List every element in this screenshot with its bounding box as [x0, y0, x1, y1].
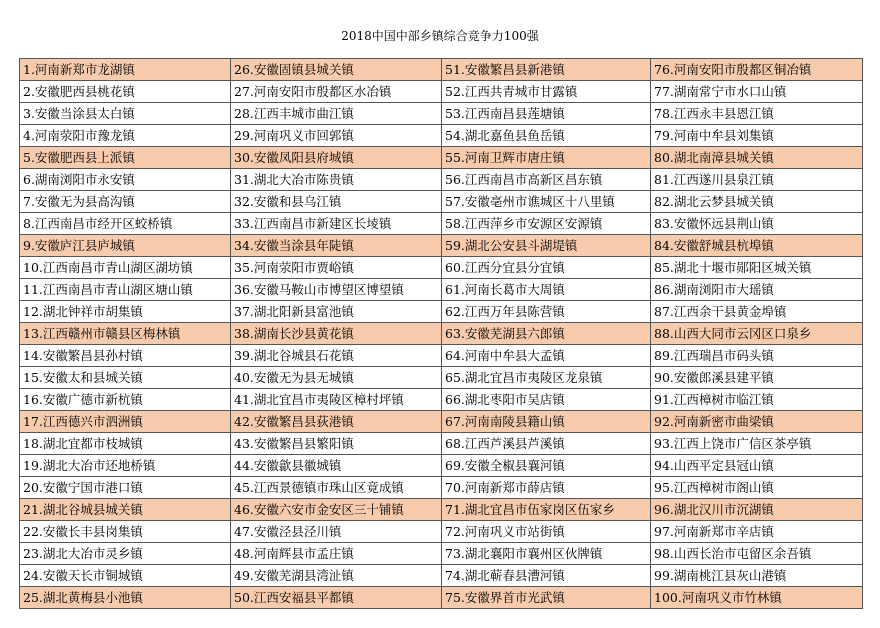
table-cell[interactable]: 67.河南南陵县籍山镇	[442, 411, 651, 433]
table-cell[interactable]: 62.江西万年县陈营镇	[442, 301, 651, 323]
table-cell[interactable]: 21.湖北谷城县城关镇	[20, 499, 231, 521]
table-row	[20, 301, 863, 323]
table-cell[interactable]: 66.湖北枣阳市吴店镇	[442, 389, 651, 411]
table-cell[interactable]: 23.湖北大冶市灵乡镇	[20, 543, 231, 565]
table-row	[20, 389, 863, 411]
table-row	[20, 455, 863, 477]
table-row	[20, 565, 863, 587]
table-row	[20, 521, 863, 543]
table-cell[interactable]: 8.江西南昌市经开区蛟桥镇	[20, 213, 231, 235]
table-cell[interactable]: 7.安徽无为县高沟镇	[20, 191, 231, 213]
table-cell[interactable]: 2.安徽肥西县桃花镇	[20, 81, 231, 103]
table-cell[interactable]: 85.湖北十堰市郧阳区城关镇	[651, 257, 863, 279]
table-row	[20, 477, 863, 499]
table-cell[interactable]: 41.湖北宜昌市夷陵区樟村坪镇	[231, 389, 442, 411]
table-cell[interactable]: 12.湖北钟祥市胡集镇	[20, 301, 231, 323]
table-cell[interactable]: 45.江西景德镇市珠山区竟成镇	[231, 477, 442, 499]
table-cell[interactable]: 17.江西德兴市泗洲镇	[20, 411, 231, 433]
table-cell[interactable]: 42.安徽繁昌县荻港镇	[231, 411, 442, 433]
table-cell[interactable]: 98.山西长治市屯留区余吾镇	[651, 543, 863, 565]
table-cell[interactable]: 94.山西平定县冠山镇	[651, 455, 863, 477]
table-cell[interactable]: 77.湖南常宁市水口山镇	[651, 81, 863, 103]
table-cell[interactable]: 47.安徽泾县泾川镇	[231, 521, 442, 543]
table-cell[interactable]: 79.河南中牟县刘集镇	[651, 125, 863, 147]
table-cell[interactable]: 48.河南辉县市孟庄镇	[231, 543, 442, 565]
table-cell[interactable]: 92.河南新密市曲梁镇	[651, 411, 863, 433]
table-row	[20, 147, 863, 169]
table-row	[20, 125, 863, 147]
table-cell[interactable]: 57.安徽亳州市谯城区十八里镇	[442, 191, 651, 213]
table-cell[interactable]: 22.安徽长丰县岗集镇	[20, 521, 231, 543]
table-cell[interactable]: 30.安徽凤阳县府城镇	[231, 147, 442, 169]
table-cell[interactable]: 40.安徽无为县无城镇	[231, 367, 442, 389]
table-cell[interactable]: 14.安徽繁昌县孙村镇	[20, 345, 231, 367]
ranking-table	[19, 58, 863, 609]
table-cell[interactable]: 13.江西赣州市赣县区梅林镇	[20, 323, 231, 345]
table-cell[interactable]: 72.河南巩义市站街镇	[442, 521, 651, 543]
table-cell[interactable]: 5.安徽肥西县上派镇	[20, 147, 231, 169]
table-cell[interactable]: 68.江西芦溪县芦溪镇	[442, 433, 651, 455]
table-cell[interactable]: 29.河南巩义市回郭镇	[231, 125, 442, 147]
table-cell[interactable]: 25.湖北黄梅县小池镇	[20, 587, 231, 609]
table-cell[interactable]: 26.安徽固镇县城关镇	[231, 59, 442, 81]
table-cell[interactable]: 20.安徽宁国市港口镇	[20, 477, 231, 499]
table-row	[20, 103, 863, 125]
table-cell[interactable]: 99.湖南桃江县灰山港镇	[651, 565, 863, 587]
table-cell[interactable]: 32.安徽和县乌江镇	[231, 191, 442, 213]
table-cell[interactable]: 89.江西瑞昌市码头镇	[651, 345, 863, 367]
table-cell[interactable]: 44.安徽歙县徽城镇	[231, 455, 442, 477]
table-cell[interactable]: 52.江西共青城市甘露镇	[442, 81, 651, 103]
table-cell[interactable]: 58.江西萍乡市安源区安源镇	[442, 213, 651, 235]
table-cell[interactable]: 59.湖北公安县斗湖堤镇	[442, 235, 651, 257]
table-cell[interactable]: 64.河南中牟县大孟镇	[442, 345, 651, 367]
table-cell[interactable]: 43.安徽繁昌县繁阳镇	[231, 433, 442, 455]
table-cell[interactable]: 3.安徽当涂县太白镇	[20, 103, 231, 125]
table-cell[interactable]: 10.江西南昌市青山湖区湖坊镇	[20, 257, 231, 279]
table-row	[20, 499, 863, 521]
table-cell[interactable]: 31.湖北大冶市陈贵镇	[231, 169, 442, 191]
table-cell[interactable]: 50.江西安福县平都镇	[231, 587, 442, 609]
table-cell[interactable]: 71.湖北宜昌市伍家岗区伍家乡	[442, 499, 651, 521]
table-cell[interactable]: 86.湖南浏阳市大瑶镇	[651, 279, 863, 301]
table-cell[interactable]: 90.安徽郎溪县建平镇	[651, 367, 863, 389]
table-cell[interactable]: 16.安徽广德市新杭镇	[20, 389, 231, 411]
table-row	[20, 587, 863, 609]
table-cell[interactable]: 35.河南荥阳市贾峪镇	[231, 257, 442, 279]
table-row	[20, 191, 863, 213]
table-cell[interactable]: 36.安徽马鞍山市博望区博望镇	[231, 279, 442, 301]
table-cell[interactable]: 87.江西余干县黄金埠镇	[651, 301, 863, 323]
table-cell[interactable]: 65.湖北宜昌市夷陵区龙泉镇	[442, 367, 651, 389]
table-cell[interactable]: 97.河南新郑市辛店镇	[651, 521, 863, 543]
table-cell[interactable]: 75.安徽界首市光武镇	[442, 587, 651, 609]
table-cell[interactable]: 76.河南安阳市殷都区铜冶镇	[651, 59, 863, 81]
table-row	[20, 59, 863, 81]
table-cell[interactable]: 9.安徽庐江县庐城镇	[20, 235, 231, 257]
table-cell[interactable]: 88.山西大同市云冈区口泉乡	[651, 323, 863, 345]
table-cell[interactable]: 95.江西樟树市阁山镇	[651, 477, 863, 499]
table-cell[interactable]: 19.湖北大冶市还地桥镇	[20, 455, 231, 477]
table-cell[interactable]: 70.河南新郑市薛店镇	[442, 477, 651, 499]
table-cell[interactable]: 73.湖北襄阳市襄州区伙牌镇	[442, 543, 651, 565]
table-cell[interactable]: 38.湖南长沙县黄花镇	[231, 323, 442, 345]
table-row	[20, 543, 863, 565]
table-cell[interactable]: 24.安徽天长市铜城镇	[20, 565, 231, 587]
table-cell[interactable]: 91.江西樟树市临江镇	[651, 389, 863, 411]
table-cell[interactable]: 49.安徽芜湖县湾沚镇	[231, 565, 442, 587]
table-row	[20, 323, 863, 345]
table-cell[interactable]: 61.河南长葛市大周镇	[442, 279, 651, 301]
table-cell[interactable]: 69.安徽全椒县襄河镇	[442, 455, 651, 477]
table-cell[interactable]: 39.湖北谷城县石花镇	[231, 345, 442, 367]
table-cell[interactable]: 15.安徽太和县城关镇	[20, 367, 231, 389]
table-cell[interactable]: 82.湖北云梦县城关镇	[651, 191, 863, 213]
table-cell[interactable]: 18.湖北宜都市枝城镇	[20, 433, 231, 455]
table-cell[interactable]: 84.安徽舒城县杭埠镇	[651, 235, 863, 257]
table-cell[interactable]: 83.安徽怀远县荆山镇	[651, 213, 863, 235]
table-cell[interactable]: 37.湖北阳新县富池镇	[231, 301, 442, 323]
table-cell[interactable]: 55.河南卫辉市唐庄镇	[442, 147, 651, 169]
table-cell[interactable]: 4.河南荥阳市豫龙镇	[20, 125, 231, 147]
table-row	[20, 279, 863, 301]
table-cell[interactable]: 34.安徽当涂县年陡镇	[231, 235, 442, 257]
table-cell[interactable]: 33.江西南昌市新建区长堎镇	[231, 213, 442, 235]
table-row	[20, 257, 863, 279]
table-cell[interactable]: 60.江西分宜县分宜镇	[442, 257, 651, 279]
table-row	[20, 169, 863, 191]
table-cell[interactable]: 6.湖南浏阳市永安镇	[20, 169, 231, 191]
table-cell[interactable]: 96.湖北汉川市沉湖镇	[651, 499, 863, 521]
table-cell[interactable]: 80.湖北南漳县城关镇	[651, 147, 863, 169]
table-cell[interactable]: 74.湖北蕲春县漕河镇	[442, 565, 651, 587]
table-cell[interactable]: 1.河南新郑市龙湖镇	[20, 59, 231, 81]
ranking-table-body	[20, 59, 863, 609]
page-title: 2018中国中部乡镇综合竞争力100强	[341, 29, 539, 43]
table-cell[interactable]: 11.江西南昌市青山湖区塘山镇	[20, 279, 231, 301]
table-cell[interactable]: 46.安徽六安市金安区三十铺镇	[231, 499, 442, 521]
table-cell[interactable]: 54.湖北嘉鱼县鱼岳镇	[442, 125, 651, 147]
table-cell[interactable]: 93.江西上饶市广信区茶亭镇	[651, 433, 863, 455]
table-cell[interactable]: 27.河南安阳市殷都区水冶镇	[231, 81, 442, 103]
table-row	[20, 411, 863, 433]
table-cell[interactable]: 100.河南巩义市竹林镇	[651, 587, 863, 609]
table-row	[20, 81, 863, 103]
table-row	[20, 345, 863, 367]
table-row	[20, 433, 863, 455]
table-cell[interactable]: 78.江西永丰县恩江镇	[651, 103, 863, 125]
table-row	[20, 235, 863, 257]
table-row	[20, 213, 863, 235]
table-cell[interactable]: 53.江西南昌县莲塘镇	[442, 103, 651, 125]
table-cell[interactable]: 63.安徽芜湖县六郎镇	[442, 323, 651, 345]
table-cell[interactable]: 81.江西遂川县泉江镇	[651, 169, 863, 191]
table-cell[interactable]: 28.江西丰城市曲江镇	[231, 103, 442, 125]
table-row	[20, 367, 863, 389]
table-cell[interactable]: 56.江西南昌市高新区昌东镇	[442, 169, 651, 191]
table-cell[interactable]: 51.安徽繁昌县新港镇	[442, 59, 651, 81]
